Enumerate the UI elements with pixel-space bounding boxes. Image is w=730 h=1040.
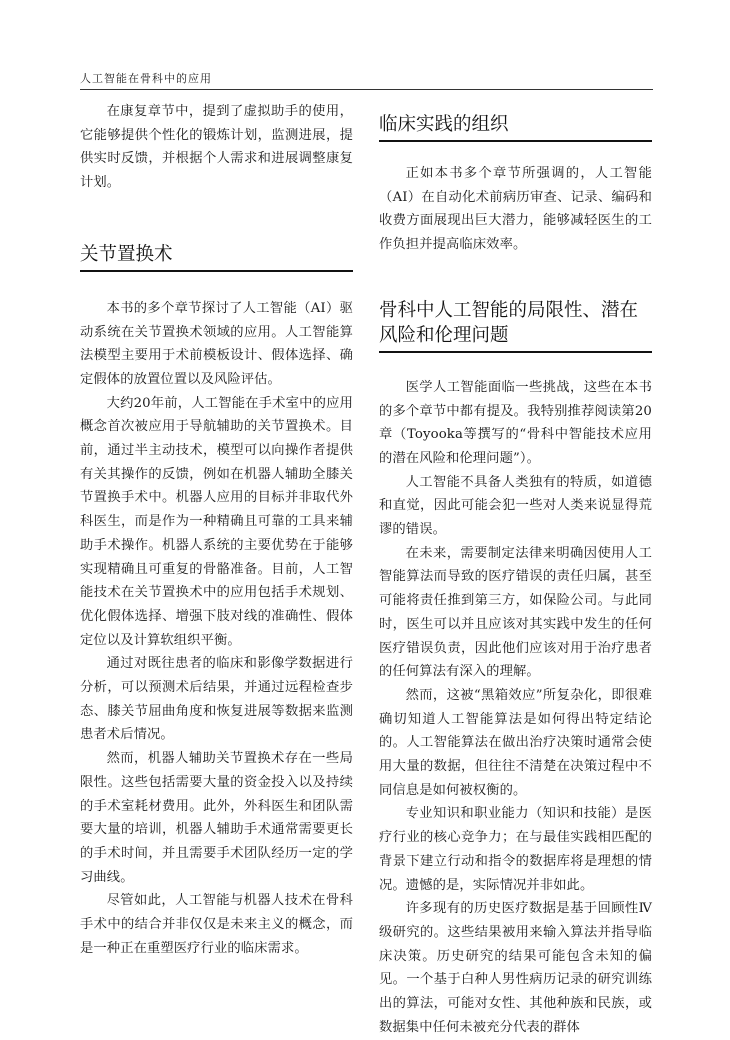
body-paragraph: 在未来，需要制定法律来明确因使用人工智能算法而导致的医疗错误的责任归属，甚至可能将责任推到第三方，如保险公司。与此同时，医生可以并且应该对其实践中发生的任何医疗错误负责，因此他们应该对用于治疗患者的任何算法有深入的理解。	[379, 545, 652, 680]
body-paragraph: 许多现有的历史医疗数据是基于回顾性Ⅳ级研究的。这些结果被用来输入算法并指导临床决策。历史研究的结果可能包含未知的偏见。一个基于白种人男性病历记录的研究训练出的算法，可能对女性、其他种族和民族，或数据集中任何未被充分代表的群体	[379, 901, 652, 1035]
body-paragraph: 正如本书多个章节所强调的，人工智能（AI）在自动化术前病历审查、记录、编码和收费方面展现出巨大潜力，能够减轻医生的工作负担并提高临床效率。	[379, 166, 652, 253]
body-paragraph: 然而，机器人辅助关节置换术存在一些局限性。这些包括需要大量的资金投入以及持续的手术室耗材费用。此外，外科医生和团队需要大量的培训，机器人辅助手术通常需要更长的手术时间，并且需要手术团队经历一定的学习曲线。	[80, 751, 353, 885]
body-paragraph: 通过对既往患者的临床和影像学数据进行分析，可以预测术后结果，并通过远程检查步态、膝关节屈曲角度和恢复进展等数据来监测患者术后情况。	[80, 656, 353, 743]
body-paragraph: 大约20年前，人工智能在手术室中的应用概念首次被应用于导航辅助的关节置换术。目前，通过半主动技术，模型可以向操作者提供有关其操作的反馈，例如在机器人辅助全膝关节置换手术中。机器人应用的目标并非取代外科医生，而是作为一种精确且可靠的工具来辅助手术操作。机器人系统的主要优势在于能够实现精确且可重复的骨骼准备。目前，人工智能技术在关节置换术中的应用包括手术规划、优化假体选择、增强下肢对线的准确性、假体定位以及计算软组织平衡。	[80, 395, 353, 648]
body-paragraph: 人工智能不具备人类独有的特质，如道德和直觉，因此可能会犯一些对人类来说显得荒谬的错误。	[379, 474, 652, 538]
body-paragraph: 本书的多个章节探讨了人工智能（AI）驱动系统在关节置换术领域的应用。人工智能算法模型主要用于术前模板设计、假体选择、确定假体的放置位置以及风险评估。	[80, 300, 353, 387]
running-header: 人工智能在骨科中的应用	[80, 72, 212, 85]
body-paragraph: 尽管如此，人工智能与机器人技术在骨科手术中的结合并非仅仅是未来主义的概念，而是一种正在重塑医疗行业的临床需求。	[80, 893, 353, 956]
body-paragraph: 专业知识和职业能力（知识和技能）是医疗行业的核心竞争力；在与最佳实践相匹配的背景下建立行动和指令的数据库将是理想的情况。遗憾的是，实际情况并非如此。	[379, 806, 652, 893]
rehab-paragraph: 在康复章节中，提到了虚拟助手的使用，它能够提供个性化的锻炼计划，监测进展，提供实时反馈，并根据个人需求和进展调整康复计划。	[80, 104, 353, 191]
right-column	[379, 100, 652, 1040]
body-paragraph: 医学人工智能面临一些挑战，这些在本书的多个章节中都有提及。我特别推荐阅读第20章（Toyooka等撰写的“骨科中智能技术应用的潜在风险和伦理问题”）。	[379, 379, 652, 466]
section-heading-limitations: 骨科中人工智能的局限性、潜在风险和伦理问题	[379, 298, 652, 353]
section-heading-clinical-practice: 临床实践的组织	[379, 112, 652, 142]
section-heading-joint-replacement: 关节置换术	[80, 242, 353, 272]
left-column	[80, 100, 353, 961]
header-rule	[80, 89, 653, 90]
body-paragraph: 然而，这被“黑箱效应”所复杂化，即很难确切知道人工智能算法是如何得出特定结论的。人工智能算法在做出治疗决策时通常会使用大量的数据，但往往不清楚在决策过程中不同信息是如何被权衡的。	[379, 687, 652, 798]
